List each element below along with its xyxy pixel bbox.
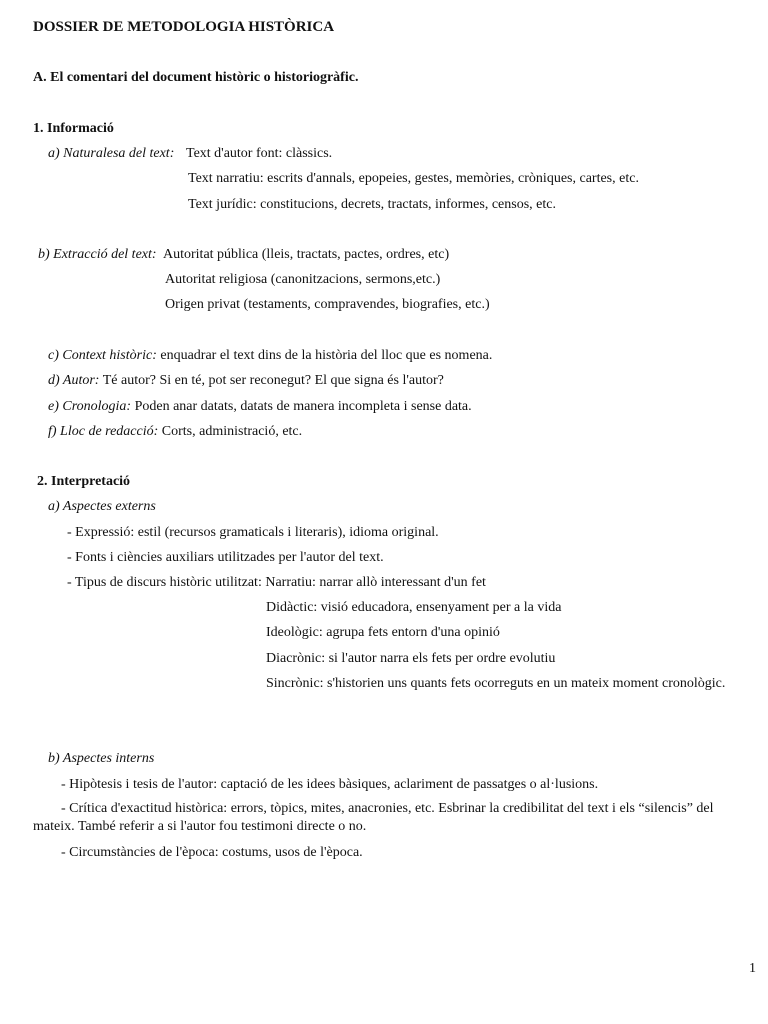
extraccio-line: Origen privat (testaments, compravendes, biografies, etc.) xyxy=(165,297,490,312)
page-number: 1 xyxy=(749,961,756,976)
context-text: enquadrar el text dins de la història del lloc que es nomena. xyxy=(156,348,493,363)
naturalesa-label: a) Naturalesa del text: xyxy=(48,146,175,161)
discourse-type: Sincrònic: s'historien uns quants fets ocorreguts en un mateix moment cronològic. xyxy=(266,676,726,691)
extraccio-line: Autoritat pública (lleis, tractats, pactes, ordres, etc) xyxy=(163,247,450,262)
naturalesa-line: Text jurídic: constitucions, decrets, tractats, informes, censos, etc. xyxy=(188,197,556,212)
interns-item: - Crítica d'exactitud històrica: errors, tòpics, mites, anacronies, etc. Esbrinar la credibilitat del text i els “silencis” del xyxy=(61,801,714,816)
interns-item-continuation: mateix. També referir a si l'autor fou testimoni directe o no. xyxy=(33,819,367,834)
extraccio-line: Autoritat religiosa (canonitzacions, sermons,etc.) xyxy=(165,272,441,287)
context-label: c) Context històric: xyxy=(48,348,157,363)
context-item xyxy=(48,347,492,365)
externs-item: - Tipus de discurs històric utilitzat: Narratiu: narrar allò interessant d'un fet xyxy=(67,575,486,590)
externs-item: - Expressió: estil (recursos gramaticals i literaris), idioma original. xyxy=(67,525,439,540)
aspectes-interns-label: b) Aspectes interns xyxy=(48,751,155,766)
autor-label: d) Autor: xyxy=(48,373,100,388)
extraccio-label: b) Extracció del text: xyxy=(38,247,157,262)
discourse-type: Ideològic: agrupa fets entorn d'una opinió xyxy=(266,625,500,640)
interns-item: - Hipòtesis i tesis de l'autor: captació de les idees bàsiques, aclariment de passatges o al·lusions. xyxy=(61,777,599,792)
naturalesa-line: Text d'autor font: clàssics. xyxy=(186,146,333,161)
cronologia-text: Poden anar datats, datats de manera incompleta i sense data. xyxy=(131,399,472,414)
section-a-heading: A. El comentari del document històric o historiogràfic. xyxy=(33,70,359,85)
discourse-type: Didàctic: visió educadora, ensenyament per a la vida xyxy=(266,600,562,615)
lloc-label: f) Lloc de redacció: xyxy=(48,424,159,439)
section-1-heading: 1. Informació xyxy=(33,121,114,136)
naturalesa-line: Text narratiu: escrits d'annals, epopeies, gestes, memòries, cròniques, cartes, etc. xyxy=(188,171,639,186)
discourse-type: Diacrònic: si l'autor narra els fets per ordre evolutiu xyxy=(266,651,556,666)
aspectes-externs-label: a) Aspectes externs xyxy=(48,499,156,514)
lloc-item xyxy=(48,423,302,441)
document-title: DOSSIER DE METODOLOGIA HISTÒRICA xyxy=(33,19,335,35)
cronologia-label: e) Cronologia: xyxy=(48,399,132,414)
interns-item: - Circumstàncies de l'època: costums, usos de l'època. xyxy=(61,845,363,860)
autor-item xyxy=(48,372,444,390)
autor-text: Té autor? Si en té, pot ser reconegut? El que signa és l'autor? xyxy=(99,373,444,388)
lloc-text: Corts, administració, etc. xyxy=(158,424,303,439)
cronologia-item xyxy=(48,398,472,416)
section-2-heading: 2. Interpretació xyxy=(37,474,131,489)
externs-item: - Fonts i ciències auxiliars utilitzades per l'autor del text. xyxy=(67,550,384,565)
